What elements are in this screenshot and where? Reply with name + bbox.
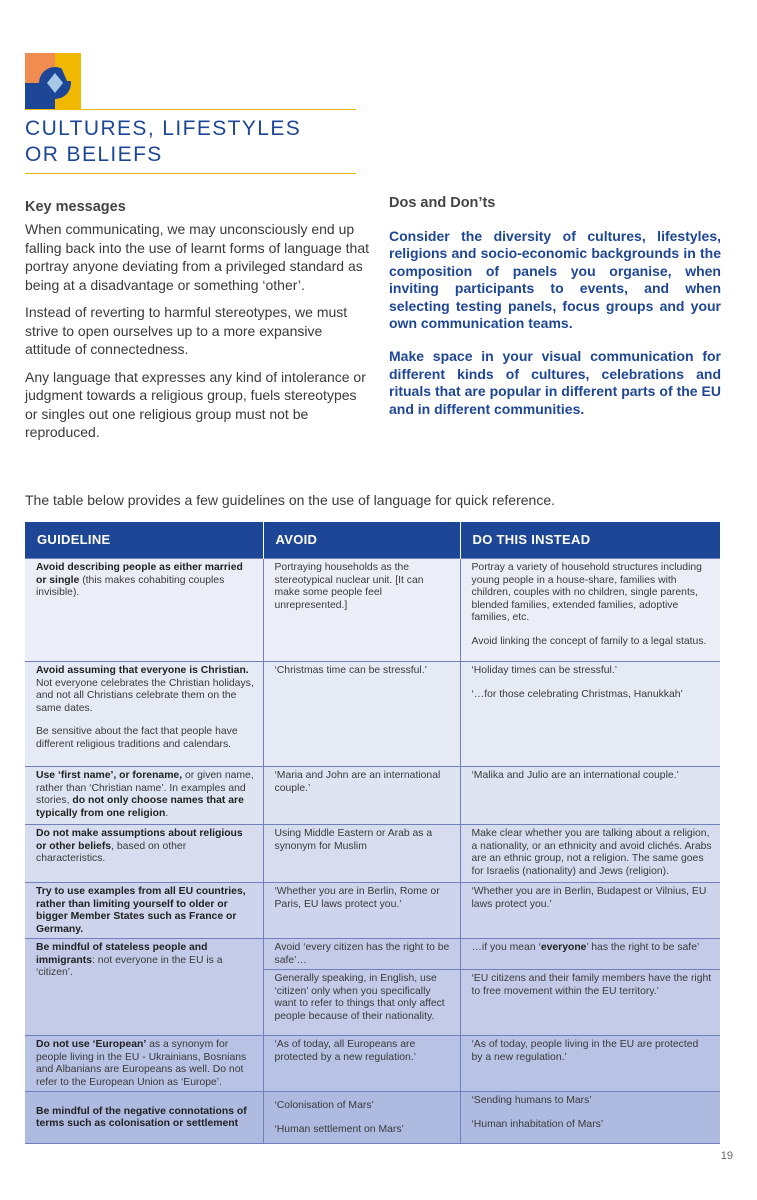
avoid-cell: Using Middle Eastern or Arab as a synonym for Muslim <box>263 825 460 883</box>
table-row <box>25 662 720 767</box>
title-top-rule <box>25 109 356 110</box>
guideline-cell: Do not use ‘European’ as a synonym for people living in the EU - Ukrainians, Bosnians and Albanians are Europeans as well. Do not refer to the European Union as ‘Europe’. <box>25 1036 263 1092</box>
page-title: CULTURES, LIFESTYLES OR BELIEFS <box>25 117 302 166</box>
table-row <box>25 939 720 970</box>
guideline-cell: Use ‘first name’, or forename, or given name, rather than ‘Christian name’. In examples and stories, do not only choose names that are typically from one religion. <box>25 767 263 825</box>
instead-cell: Portray a variety of household structures including young people in a house-share, families with children, couples with no children, single parents, blended families, extended families, adoptive families, etc. Avoid linking the concept of family to a legal status. <box>460 559 720 662</box>
table-row <box>25 825 720 883</box>
instead-cell: ‘Malika and Julio are an international couple.’ <box>460 767 720 825</box>
dos-donts-paragraph: Make space in your visual communication for different kinds of cultures, celebrations and rituals that are popular in different parts of the EU and in different communities. <box>389 348 721 417</box>
guidelines-table <box>25 522 720 1144</box>
guideline-cell: Try to use examples from all EU countries, rather than limiting yourself to older or bigger Member States such as France or Germany. <box>25 883 263 939</box>
eu-logo-mark <box>25 53 81 109</box>
table-intro: The table below provides a few guidelines on the use of language for quick reference. <box>25 492 556 508</box>
instead-cell: Make clear whether you are talking about a religion, a nationality, or an ethnicity and avoid clichés. Arabs are an ethnic group, not a religion. The same goes for Israelis (nationality) and Jews (religion). <box>460 825 720 883</box>
avoid-cell: ‘Whether you are in Berlin, Rome or Paris, EU laws protect you.’ <box>263 883 460 939</box>
header-guideline: GUIDELINE <box>25 522 263 559</box>
dos-donts-section <box>389 195 721 434</box>
guideline-cell: Be mindful of stateless people and immigrants: not everyone in the EU is a ‘citizen’. <box>25 939 263 1036</box>
guideline-cell: Be mindful of the negative connotations of terms such as colonisation or settlement <box>25 1092 263 1144</box>
avoid-cell: ‘Maria and John are an international couple.’ <box>263 767 460 825</box>
key-message-paragraph: Instead of reverting to harmful stereotypes, we must strive to open ourselves up to a more expansive attitude of connectedness. <box>25 304 348 357</box>
instead-cell: ‘Whether you are in Berlin, Budapest or Vilnius, EU laws protect you.’ <box>460 883 720 939</box>
table-row <box>25 559 720 662</box>
table-row <box>25 767 720 825</box>
table-header-row <box>25 522 720 559</box>
avoid-cell: Generally speaking, in English, use ‘citizen’ only when you specifically want to refer to things that only affect people because of their nationality. <box>263 970 460 1036</box>
instead-cell: ‘Holiday times can be stressful.’ ‘…for those celebrating Christmas, Hanukkah’ <box>460 662 720 767</box>
table-row <box>25 1092 720 1144</box>
dos-donts-paragraph: Consider the diversity of cultures, lifestyles, religions and socio-economic backgrounds in the composition of panels you organise, when inviting participants to events, and when selecting testing panels, focus groups and your own communication teams. <box>389 228 721 332</box>
table-row <box>25 1036 720 1092</box>
key-message-paragraph: When communicating, we may unconsciously end up falling back into the use of learnt forms of language that portray anyone deviating from a privileged standard as being at a disadvantage or something ‘other’. <box>25 221 369 293</box>
page-number: 19 <box>720 1150 733 1162</box>
header-avoid: AVOID <box>263 522 460 559</box>
table-row <box>25 883 720 939</box>
key-messages-heading: Key messages <box>25 199 126 215</box>
avoid-cell: ‘Christmas time can be stressful.’ <box>263 662 460 767</box>
instead-cell: ‘Sending humans to Mars’ ‘Human inhabitation of Mars’ <box>460 1092 720 1144</box>
instead-cell: …if you mean ‘everyone’ has the right to be safe’ <box>460 939 720 970</box>
avoid-cell: Avoid ‘every citizen has the right to be safe’… <box>263 939 460 970</box>
guideline-cell: Avoid describing people as either married or single (this makes cohabiting couples invisible). <box>25 559 263 662</box>
guideline-cell: Avoid assuming that everyone is Christian. Not everyone celebrates the Christian holidays, and not all Christians celebrate them on the same dates. Be sensitive about the fact that people have different religious traditions and calendars. <box>25 662 263 767</box>
title-bottom-rule <box>25 173 356 174</box>
avoid-cell: Portraying households as the stereotypical nuclear unit. [It can make some people feel unrepresented.] <box>263 559 460 662</box>
dos-donts-heading: Dos and Don’ts <box>389 195 496 211</box>
guideline-cell: Do not make assumptions about religious or other beliefs, based on other characteristics. <box>25 825 263 883</box>
header-do-instead: DO THIS INSTEAD <box>460 522 720 559</box>
avoid-cell: ‘Colonisation of Mars’ ‘Human settlement on Mars’ <box>263 1092 460 1144</box>
key-messages-section <box>25 199 370 451</box>
instead-cell: ‘EU citizens and their family members have the right to free movement within the EU territory.’ <box>460 970 720 1036</box>
instead-cell: ‘As of today, people living in the EU are protected by a new regulation.’ <box>460 1036 720 1092</box>
key-message-paragraph: Any language that expresses any kind of intolerance or judgment towards a religious group, fuels stereotypes or singles out one religious group must not be reproduced. <box>25 368 366 440</box>
avoid-cell: ‘As of today, all Europeans are protected by a new regulation.’ <box>263 1036 460 1092</box>
